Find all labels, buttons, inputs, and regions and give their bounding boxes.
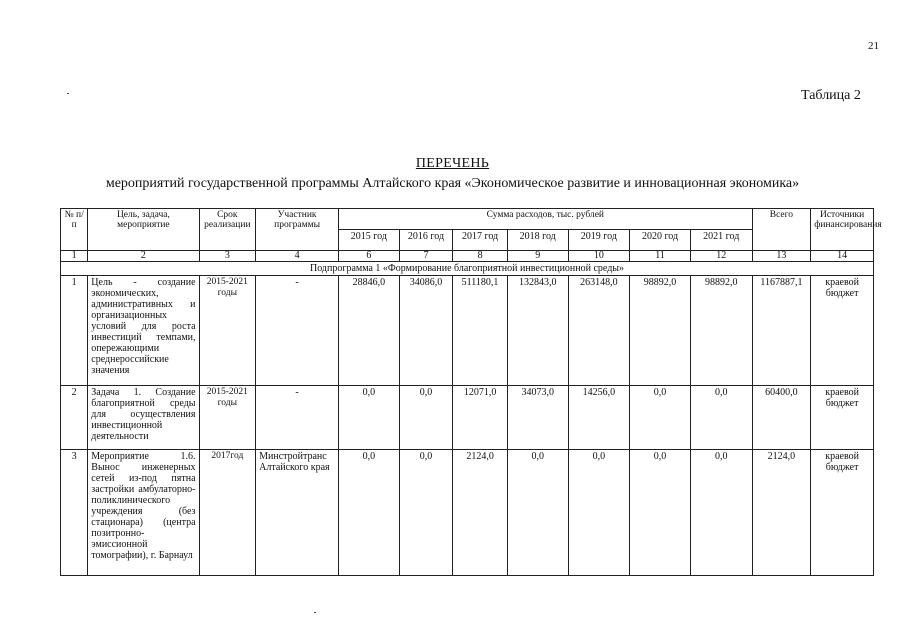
row-source: краевой бюджет — [811, 386, 874, 450]
header-year: 2021 год — [690, 230, 752, 251]
row-num: 1 — [61, 276, 88, 386]
header-year: 2015 год — [339, 230, 400, 251]
row-source: краевой бюджет — [811, 276, 874, 386]
row-value-2017: 511180,1 — [453, 276, 508, 386]
header-term: Срок реализации — [199, 209, 256, 251]
row-num: 3 — [61, 450, 88, 576]
row-value-2019: 0,0 — [568, 450, 630, 576]
row-value-2020: 0,0 — [630, 450, 691, 576]
column-number: 13 — [752, 251, 811, 262]
header-expenses: Сумма расходов, тыс. рублей — [339, 209, 753, 230]
row-value-2015: 0,0 — [339, 450, 400, 576]
row-participant: - — [256, 276, 339, 386]
column-number: 6 — [339, 251, 400, 262]
document-title: ПЕРЕЧЕНЬ — [415, 156, 490, 171]
row-value-2017: 2124,0 — [453, 450, 508, 576]
row-value-2015: 28846,0 — [339, 276, 400, 386]
header-total: Всего — [752, 209, 811, 251]
document-subtitle: мероприятий государственной программы Алтайского края «Экономическое развитие и инновационная экономика» — [105, 176, 800, 191]
row-participant: Минстройтранс Алтайского края — [256, 450, 339, 576]
scan-speck — [314, 612, 316, 613]
header-goal: Цель, задача, мероприятие — [88, 209, 199, 251]
row-value-2021: 0,0 — [690, 450, 752, 576]
subprogram-title: Подпрограмма 1 «Формирование благоприятной инвестиционной среды» — [61, 262, 874, 276]
table-row — [61, 386, 874, 450]
column-number: 11 — [630, 251, 691, 262]
row-total: 60400,0 — [752, 386, 811, 450]
column-number: 10 — [568, 251, 630, 262]
row-value-2015: 0,0 — [339, 386, 400, 450]
table-label: Таблица 2 — [801, 88, 861, 103]
header-participant: Участник программы — [256, 209, 339, 251]
column-number: 9 — [507, 251, 568, 262]
row-term: 2015-2021 годы — [199, 386, 256, 450]
row-value-2017: 12071,0 — [453, 386, 508, 450]
row-value-2018: 34073,0 — [507, 386, 568, 450]
row-value-2019: 263148,0 — [568, 276, 630, 386]
row-value-2020: 0,0 — [630, 386, 691, 450]
row-total: 2124,0 — [752, 450, 811, 576]
column-number: 3 — [199, 251, 256, 262]
row-value-2019: 14256,0 — [568, 386, 630, 450]
row-value-2018: 132843,0 — [507, 276, 568, 386]
column-number: 7 — [399, 251, 453, 262]
row-term: 2015-2021 годы — [199, 276, 256, 386]
row-participant: - — [256, 386, 339, 450]
column-number: 12 — [690, 251, 752, 262]
column-number: 8 — [453, 251, 508, 262]
header-year: 2017 год — [453, 230, 508, 251]
header-row — [61, 209, 874, 230]
row-source: краевой бюджет — [811, 450, 874, 576]
column-number: 14 — [811, 251, 874, 262]
row-goal: Цель - создание экономических, административных и организационных условий для роста инвестиций темпами, опережающими среднероссийские значения — [88, 276, 199, 386]
row-term: 2017год — [199, 450, 256, 576]
row-value-2016: 34086,0 — [399, 276, 453, 386]
header-year: 2016 год — [399, 230, 453, 251]
header-num: № п/п — [61, 209, 88, 251]
header-year: 2020 год — [630, 230, 691, 251]
column-number: 4 — [256, 251, 339, 262]
header-source: Источники финансирования — [811, 209, 874, 251]
header-year: 2018 год — [507, 230, 568, 251]
page-number: 21 — [868, 40, 879, 52]
scan-speck — [67, 93, 69, 94]
subprogram-row — [61, 262, 874, 276]
row-value-2021: 98892,0 — [690, 276, 752, 386]
row-value-2020: 98892,0 — [630, 276, 691, 386]
row-num: 2 — [61, 386, 88, 450]
table-row — [61, 276, 874, 386]
header-year: 2019 год — [568, 230, 630, 251]
table-row — [61, 450, 874, 576]
row-total: 1167887,1 — [752, 276, 811, 386]
row-value-2016: 0,0 — [399, 386, 453, 450]
row-goal: Задача 1. Создание благоприятной среды для осуществления инвестиционной деятельности — [88, 386, 199, 450]
expenses-table — [60, 208, 882, 576]
row-value-2016: 0,0 — [399, 450, 453, 576]
row-value-2018: 0,0 — [507, 450, 568, 576]
row-value-2021: 0,0 — [690, 386, 752, 450]
column-number: 2 — [88, 251, 199, 262]
column-number: 1 — [61, 251, 88, 262]
row-goal: Мероприятие 1.6. Вынос инженерных сетей из-под пятна застройки амбулаторно-поликлинического учреждения (без стационара) (центра позитронно-эмиссионной томографии), г. Барнаул — [88, 450, 199, 576]
column-number-row — [61, 251, 874, 262]
